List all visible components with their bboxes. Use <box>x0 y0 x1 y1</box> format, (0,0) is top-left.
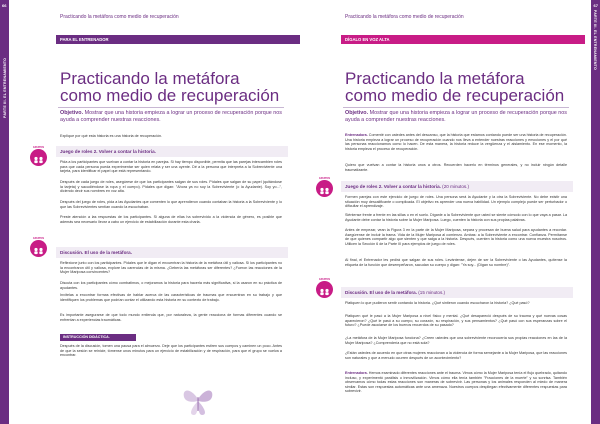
right-group-badge-label-2: GRUPOS <box>318 278 331 281</box>
left-discussion-p4: Es importante asegurarse de que todo mundo entienda que, por naturaleza, la gente reacciona de formas diferentes cuando se enfrentan a experiencias traumáticas. <box>60 313 282 322</box>
right-closing-text: Hemos examinado diferentes reacciones ante el trauma. Vimos cómo la Mujer Mariposa tenía el flujo quebrado, quitando incluso, y experimentó parálisis o inmovilización. Vimos cómo ella tenía también "Fracciones de la muerte" y su sonrisa. También observamos cómo todas estas reacciones son maneras de sobrevivir. Las personas y los animales responden al miedo de manera similar. Estas son respuestas automáticas ante una amenaza. Nuestros cuerpos despliegan efectivamente diferentes respuestas para sobrevivir. <box>345 371 567 394</box>
right-discussion-time: (15 minutos.) <box>417 290 446 295</box>
left-objective <box>60 110 282 124</box>
left-page-number: 66 <box>2 3 7 8</box>
right-page-number: 67 <box>593 3 598 8</box>
left-title-rule <box>58 107 284 108</box>
right-page <box>300 0 600 424</box>
right-roleplay-title: Juego de roles 2. Volver a contar la historia. <box>345 184 441 189</box>
left-intro: Explique por qué esta historia es una historia de recuperación. <box>60 134 163 138</box>
right-roleplay-p2: Siéntense frente a frente en las sillas o en el suelo. Díganle a la Sobreviviente que usted se siente cómodo con lo que vaya a pasar. La Ayudante debe contar la historia sobre la Mujer Mariposa. Luego, cuenten la historia con sus propias palabras. <box>345 213 567 222</box>
right-discussion-title: Discusión. El uso de la metáfora. <box>345 290 417 295</box>
right-group-badge-1 <box>316 180 333 197</box>
left-discussion-p2: Discuta con los participantes cómo combatimos, o mejoramos la historia para hacerla más significativa, si la usaron en su práctica de ayudantes. <box>60 281 282 290</box>
group-icon <box>316 180 333 197</box>
right-roleplay-p1: Formen parejas con este ejercicio de juego de roles. Una persona será la Ayudante y la otra la Sobreviviente. No debe existir una situación muy descalificante o complicada. El objetivo es aprender una nueva habilidad. Un ejemplo complejo puede ser perturbador o dificultar el aprendizaje. <box>345 195 567 209</box>
left-group-badge-1 <box>30 149 47 166</box>
group-icon <box>316 281 333 298</box>
left-group-badge-label-1: GRUPOS <box>32 146 45 149</box>
right-group-badge-2 <box>316 281 333 298</box>
right-roleplay-heading <box>345 184 469 189</box>
right-group-badge-label-1: GRUPOS <box>318 177 331 180</box>
right-objective <box>345 110 567 124</box>
right-discussion-heading <box>345 290 445 295</box>
right-closing-label: Entrenadora. <box>345 371 368 375</box>
right-page-title: Practicando la metáfora como medio de recuperación <box>345 69 565 105</box>
left-discussion-p1: Reflexione junto con los participantes. Pídales que le digan el encuentran la historia de la metáfora útil y valiosa. Si los participantes no la encontraron útil y valiosa, explore las carencias de la misma. ¿Debería las metáforas ser diferentes? ¿Fueron las reacciones de la Mujer Mariposa convincentes? <box>60 261 282 275</box>
left-side-label: PARTE III. EL ENTRENAMIENTO <box>3 57 7 118</box>
left-group-badge-2 <box>30 240 47 257</box>
right-roleplay-time: (20 minutos.) <box>440 184 469 189</box>
left-section-header: PARA EL ENTRENADOR <box>56 35 300 44</box>
left-objective-label: Objetivo. <box>60 110 84 116</box>
right-running-head: Practicando la metáfora como medio de recuperación <box>345 14 464 20</box>
right-title-rule <box>343 107 569 108</box>
left-didactic-text: Después de la discusión, tomen una pausa para el almuerzo. Deje que los participantes estiren sus cuerpos y caminen un poco. Antes de que la sesión se reinicie, tómense unos minutos para un ejercicio de estabilización y de respiración, para que el grupo se vuelva a encontrar. <box>60 344 282 358</box>
right-discussion-p2: Platiquen qué le pasó a la Mujer Mariposa a nivel físico y mental. ¿Qué desapareció después de su trauma y qué nuevas cosas aparecieron? ¿Qué le pasó a su cuerpo, su corazón, su respiración, y sus pensamientos? ¿Qué pasó con sus esperanzas sobre el futuro? ¿Puede asociarse de los buenos recuerdos de su pasado? <box>345 314 567 328</box>
left-objective-text: Mostrar que una historia empieza a lograr un proceso de recuperación porque nos ayuda a comprender nuestras reacciones. <box>60 110 282 123</box>
left-roleplay-p2: Después de cada juego de roles, asegúrese de que los participantes salgan de sus roles. Pídales que salgan de su papel (quitándose la tarjeta) y sacudiéndose la ropa y el cuerpo). Pídales que digan: "Ahora ya no soy la Sobreviviente (o la Ayudante). Soy yo...", diciendo decir sus nombres en voz alta. <box>60 180 282 194</box>
right-discussion-p4: ¿Están ustedes de acuerdo en que otras mujeres reaccionan a la violencia de forma semejante a la Mujer Mariposa, que las reacciones son naturales y que a menudo ocurren después de un acontecimiento? <box>345 351 567 360</box>
right-discussion-p3: ¿La metáfora de la Mujer Mariposa funciona? ¿Creen ustedes que una sobreviviente reconocería sus propias reacciones en las de la Mujer Mariposa? ¿Comprendería que no está sola? <box>345 336 567 345</box>
right-side-label: PARTE III. EL ENTRENAMIENTO <box>593 9 597 70</box>
left-roleplay-p3: Después del juego de roles, pida a las Ayudantes que comenten lo que aprendieron cuando contaban la historia a la Sobreviviente y lo que las Sobrevivientes sentían cuando la escuchaban. <box>60 200 282 209</box>
right-intro <box>345 133 567 151</box>
right-roleplay-p3: Antes de empezar, vean la Figura 3 en la parte de la Mujer Mariposa, separa y procesan de buena salud para ayudantes a recordar. Asegúrense de incluir la trama. Vida de la Mujer Mariposa al comienzo. Ambas: a la Sobreviviente a encontrar. Confianza. Permítanse de que quienes compartir algo que sienten y que salga a la historia. Después, cuenten la historia como una nueva muestra nosotros. Utilicen la Sección 6 de la Parte III para ejemplos de juego de roles. <box>345 228 567 246</box>
right-objective-label: Objetivo. <box>345 110 369 116</box>
left-discussion-heading: Discusión. El uso de la metáfora. <box>60 250 132 255</box>
left-roleplay-heading: Juego de roles 2. Volver a contar la historia. <box>60 149 156 154</box>
left-roleplay-p1: Pida a los participantes que vuelvan a contar la historia en parejas. Si hay tiempo disponible, permita que las parejas intercambien roles para que cada persona pueda experimentar ser quien relata y ser una oyente. Dé a la persona que interpreta a la Sobreviviente una tarjeta, para identificar el papel que está representando. <box>60 160 282 174</box>
left-running-head: Practicando la metáfora como medio de recuperación <box>60 14 179 20</box>
left-didactic-label: INSTRUCCIÓN DIDÁCTICA. <box>60 334 136 341</box>
butterfly-illustration <box>180 385 216 419</box>
group-icon <box>30 240 47 257</box>
right-closing <box>345 371 567 394</box>
right-objective-text: Mostrar que una historia empieza a lograr un proceso de recuperación porque nos ayuda a comprender nuestras reacciones. <box>345 110 567 123</box>
right-intro2: Quiero que vuelvan a contar la historia unos a otros. Recuerden hacerlo en términos generales, y no incluir ningún detalle traumatizante. <box>345 163 567 172</box>
left-page-title: Practicando la metáfora como medio de recuperación <box>60 69 280 105</box>
left-discussion-p3: Invítelas a encontrar formas efectivas de hablar acerca de las características de traumas que encuentran en su trabajo y que identifiquen los problemas que podrían contar el utilizando esta historia en su contexto de trabajo. <box>60 293 282 302</box>
group-icon <box>30 149 47 166</box>
left-roleplay-p4: Preste atención a las respuestas de los participantes. Si alguna de ellas ha sobrevivido a la violencia de género, es posible que además sea necesario llevar a cabo un ejercicio de estabilización durante esta charla. <box>60 215 282 224</box>
right-section-header: DÍGALO EN VOZ ALTA <box>341 35 585 44</box>
left-group-badge-label-2: GRUPOS <box>32 237 45 240</box>
right-intro-text: Comenté con ustedes antes del descanso, que la historia que estamos contando puede ser una historia de recuperación. Una historia empieza a lograr un proceso de recuperación cuando nos lleva a entender nuestras reacciones y emociones y el por qué las personas reaccionamos como lo hacen. De esta manera, la historia reduce la vergüenza y el aislamiento. En ese momento, la historia empieza el proceso de recuperación. <box>345 133 567 151</box>
right-roleplay-p4: Al final, el Entrenador les pedirá que salgan de sus roles. Levántense, dejen de ser la Sobreviviente o las Ayudantes, quítense la etiqueta de la función que desempeñaron, sacudan su cuerpo y digan: "Ya soy... (Digan su nombre)". <box>345 258 567 267</box>
right-intro-label: Entrenadora. <box>345 133 368 137</box>
right-discussion-p1: Platiquen lo que pudieron sentir contando la historia. ¿Qué sintieron cuando escucharon la historia? ¿Qué pasó? <box>345 301 530 305</box>
